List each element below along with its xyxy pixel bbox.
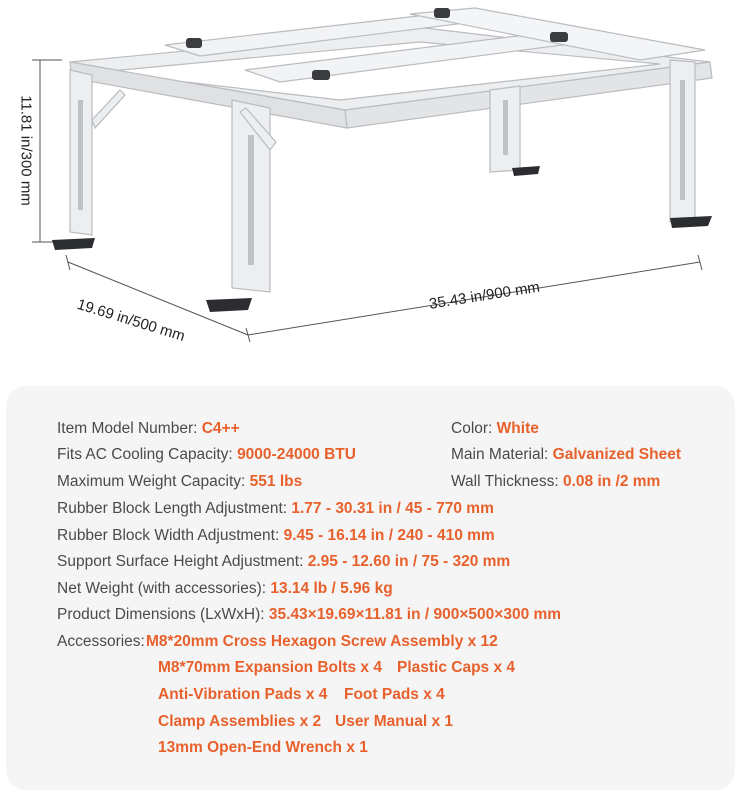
rubber-feet [52, 166, 712, 312]
spec-value: C4++ [201, 420, 240, 437]
spec-value: 35.43×19.69×11.81 in / 900×500×300 mm [268, 606, 562, 623]
accessory-item: 13mm Open-End Wrench x 1 [158, 739, 368, 756]
spec-net-weight [57, 580, 393, 598]
spec-label: Fits AC Cooling Capacity: [57, 446, 233, 463]
spec-capacity [57, 446, 356, 464]
spec-model [57, 420, 240, 438]
spec-label: Maximum Weight Capacity: [57, 473, 246, 490]
spec-value: 13.14 lb / 5.96 kg [270, 580, 393, 597]
accessory-item: Clamp Assemblies x 2 [158, 713, 322, 730]
accessory-item: Anti-Vibration Pads x 4 [158, 686, 328, 703]
height-dimension: 11.81 in/300 mm [17, 95, 35, 206]
spec-label: Item Model Number: [57, 420, 198, 437]
spec-value: 551 lbs [249, 473, 303, 490]
spec-label: Rubber Block Width Adjustment: [57, 527, 280, 544]
spec-value: 2.95 - 12.60 in / 75 - 320 mm [307, 553, 511, 570]
spec-color [451, 420, 539, 438]
spec-value: 9.45 - 16.14 in / 240 - 410 mm [283, 527, 495, 544]
spec-label: Color: [451, 420, 493, 437]
spec-product-dimensions [57, 606, 561, 624]
width-dimension: 35.43 in/900 mm [428, 278, 542, 313]
spec-value: White [496, 420, 539, 437]
accessory-item: Foot Pads x 4 [344, 686, 445, 703]
spec-value: 0.08 in /2 mm [562, 473, 661, 490]
spec-weight-capacity [57, 473, 302, 491]
stand-frame [70, 8, 712, 292]
spec-label: Main Material: [451, 446, 549, 463]
spec-label: Wall Thickness: [451, 473, 559, 490]
spec-length-adjustment [57, 500, 494, 518]
spec-material [451, 446, 681, 464]
spec-wall-thickness [451, 473, 660, 491]
accessory-item: User Manual x 1 [335, 713, 454, 730]
accessory-item: M8*70mm Expansion Bolts x 4 [158, 659, 382, 676]
spec-label: Product Dimensions (LxWxH): [57, 606, 265, 623]
spec-value: 9000-24000 BTU [237, 446, 356, 463]
spec-accessories [57, 633, 145, 651]
spec-label: Rubber Block Length Adjustment: [57, 500, 288, 517]
depth-dimension: 19.69 in/500 mm [75, 296, 187, 345]
spec-value: 1.77 - 30.31 in / 45 - 770 mm [291, 500, 494, 517]
spec-label: Accessories: [57, 633, 145, 650]
accessory-item: Plastic Caps x 4 [397, 659, 516, 676]
spec-width-adjustment [57, 527, 495, 545]
spec-panel [6, 386, 735, 790]
spec-label: Support Surface Height Adjustment: [57, 553, 304, 570]
spec-label: Net Weight (with accessories): [57, 580, 267, 597]
spec-value: Galvanized Sheet [552, 446, 682, 463]
product-illustration [0, 0, 737, 380]
accessory-item: M8*20mm Cross Hexagon Screw Assembly x 12 [146, 633, 498, 650]
spec-height-adjustment [57, 553, 510, 571]
